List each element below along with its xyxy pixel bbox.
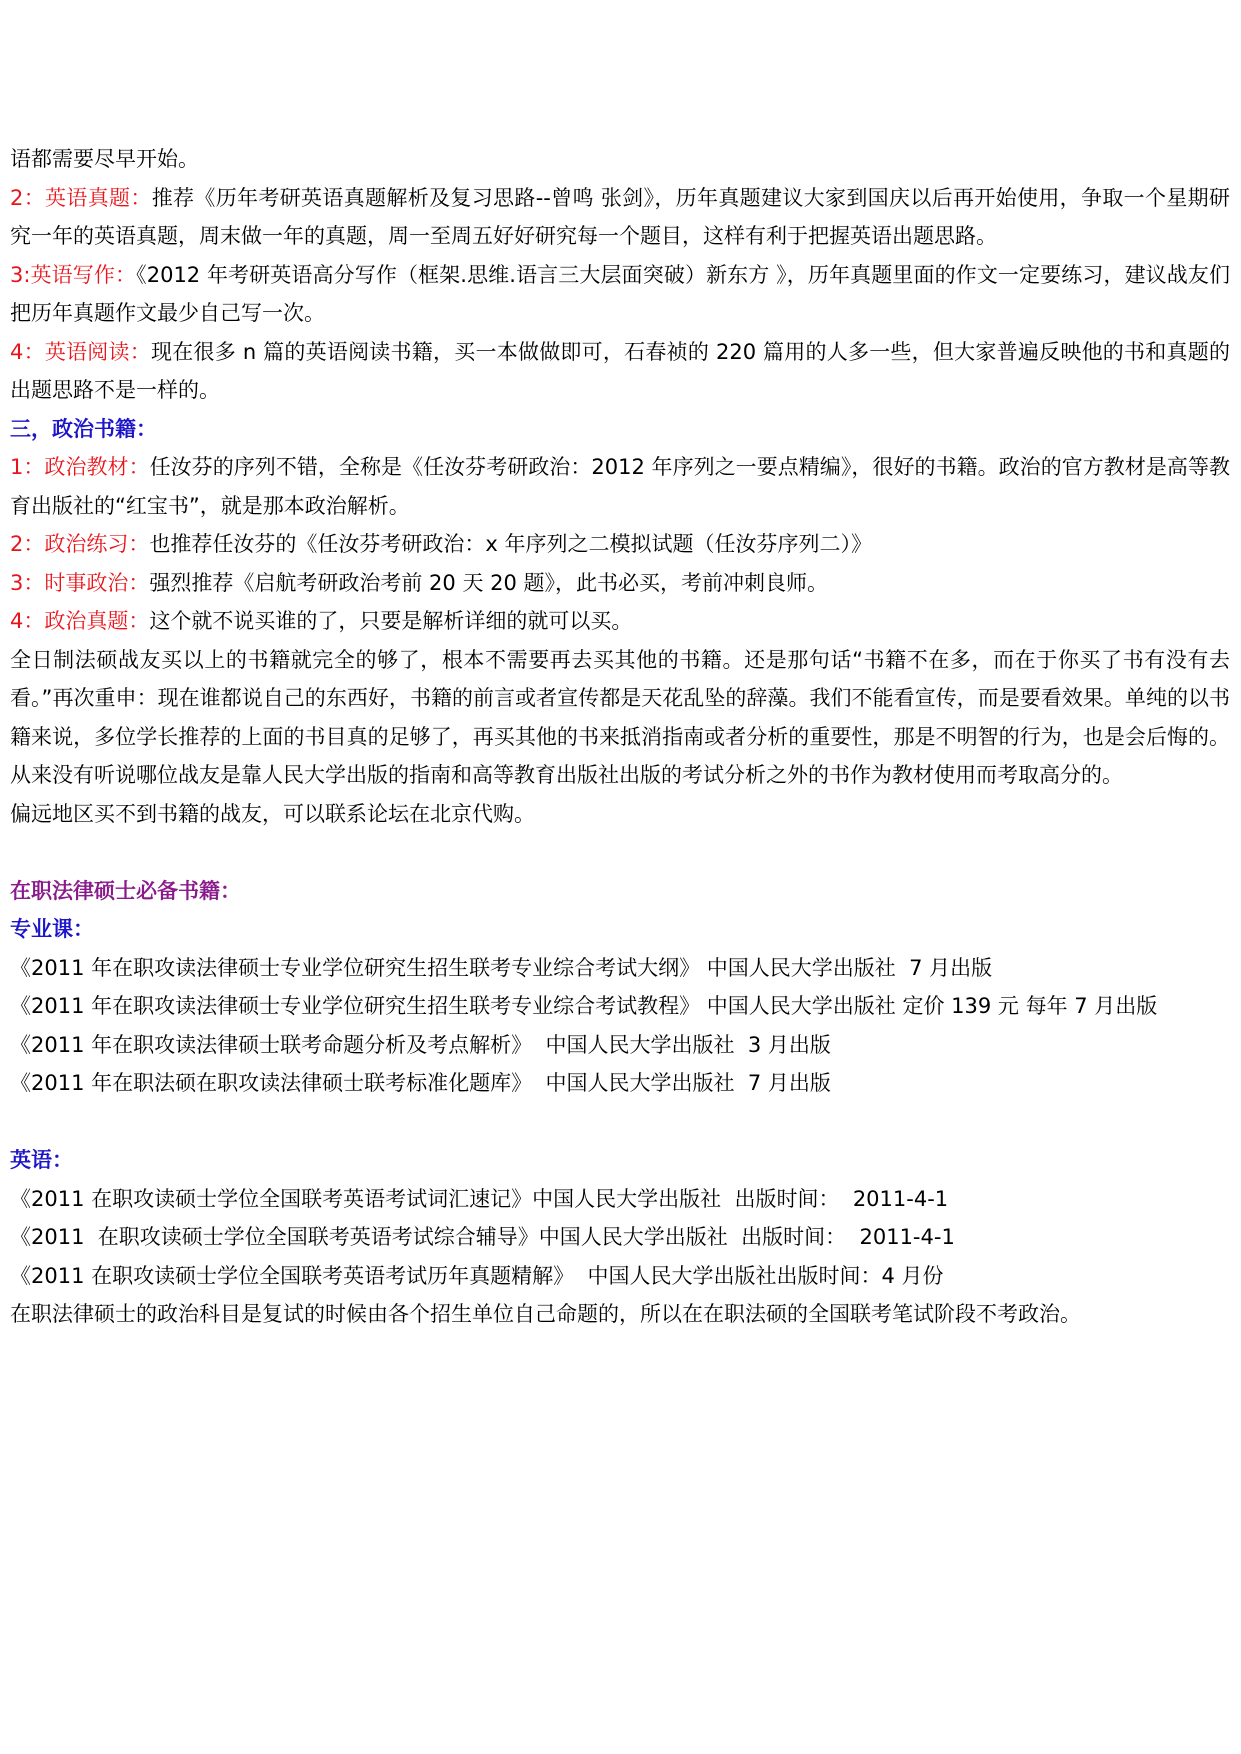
politics-item-past-exams bbox=[10, 602, 1230, 641]
politics-item-label: 1：政治教材： bbox=[10, 455, 150, 479]
politics-item-label: 4：政治真题： bbox=[10, 609, 150, 633]
english-item-text: 现在很多 n 篇的英语阅读书籍，买一本做做即可，石春祯的 220 篇用的人多一些，但大家普遍反映他的书和真题的出题思路不是一样的。 bbox=[10, 339, 1230, 402]
politics-item-label: 2：政治练习： bbox=[10, 532, 150, 556]
english-item-label: 2：英语真题： bbox=[10, 185, 152, 210]
politics-item-text: 也推荐任汝芬的《任汝芬考研政治：x 年序列之二模拟试题（任汝芬序列二）》 bbox=[149, 532, 872, 556]
major-book-item: 《2011 年在职法硕在职攻读法律硕士联考标准化题库》 中国人民大学出版社 7 月出版 bbox=[10, 1071, 831, 1095]
politics-item-practice bbox=[10, 525, 1230, 564]
major-book-item: 《2011 年在职攻读法律硕士联考命题分析及考点解析》 中国人民大学出版社 3 月出版 bbox=[10, 1032, 831, 1057]
english-book-item: 《2011 在职攻读硕士学位全国联考英语考试历年真题精解》 中国人民大学出版社出版时间：4 月份 bbox=[10, 1263, 944, 1288]
english-book-item: 《2011 在职攻读硕士学位全国联考英语考试综合辅导》中国人民大学出版社 出版时间： 2011-4-1 bbox=[10, 1225, 955, 1249]
inservice-heading: 在职法律硕士必备书籍： bbox=[10, 878, 241, 903]
closing-paragraph: 在职法律硕士的政治科目是复试的时候由各个招生单位自己命题的，所以在在职法硕的全国联考笔试阶段不考政治。 bbox=[10, 1302, 1081, 1326]
politics-item-text: 强烈推荐《启航考研政治考前 20 天 20 题》，此书必买，考前冲刺良师。 bbox=[149, 570, 829, 595]
politics-heading: 三，政治书籍： bbox=[10, 416, 157, 441]
english-item-reading bbox=[10, 333, 1230, 410]
politics-item-textbook bbox=[10, 448, 1230, 525]
intro-tail: 语都需要尽早开始。 bbox=[10, 147, 199, 171]
major-book-item: 《2011 年在职攻读法律硕士专业学位研究生招生联考专业综合考试大纲》 中国人民大学出版社 7 月出版 bbox=[10, 955, 993, 980]
english-item-text: 推荐《历年考研英语真题解析及复习思路--曾鸣 张剑》，历年真题建议大家到国庆以后再开始使用，争取一个星期研究一年的英语真题，周末做一年的真题，周一至周五好好研究每一个题目，这样有利于把握英语出题思路。 bbox=[10, 185, 1230, 248]
english-item-label: 4：英语阅读： bbox=[10, 339, 152, 364]
english-book-item: 《2011 在职攻读硕士学位全国联考英语考试词汇速记》中国人民大学出版社 出版时间： 2011-4-1 bbox=[10, 1186, 949, 1211]
summary-paragraph: 全日制法硕战友买以上的书籍就完全的够了，根本不需要再去买其他的书籍。还是那句话“书籍不在多，而在于你买了书有没有去看。”再次重申：现在谁都说自己的东西好，书籍的前言或者宣传都是天花乱坠的辞藻。我们不能看宣传，而是要看效果。单纯的以书籍来说，多位学长推荐的上面的书目真的足够了，再买其他的书来抵消指南或者分析的重要性，那是不明智的行为，也是会后悔的。从来没有听说哪位战友是靠人民大学出版的指南和高等教育出版社出版的考试分析之外的书作为教材使用而考取高分的。 bbox=[10, 647, 1230, 787]
english-item-writing bbox=[10, 256, 1230, 333]
english-books-heading: 英语： bbox=[10, 1148, 73, 1172]
spacer bbox=[10, 833, 1230, 872]
politics-item-text: 任汝芬的序列不错，全称是《任汝芬考研政治：2012 年序列之一要点精编》，很好的书籍。政治的官方教材是高等教育出版社的“红宝书”，就是那本政治解析。 bbox=[10, 455, 1230, 518]
english-item-label: 3:英语写作： bbox=[10, 262, 137, 287]
politics-item-text: 这个就不说买谁的了，只要是解析详细的就可以买。 bbox=[149, 609, 633, 633]
major-heading: 专业课： bbox=[10, 917, 94, 941]
remote-note: 偏远地区买不到书籍的战友，可以联系论坛在北京代购。 bbox=[10, 801, 535, 826]
spacer bbox=[10, 1103, 1230, 1142]
politics-item-label: 3：时事政治： bbox=[10, 570, 150, 595]
major-book-item: 《2011 年在职攻读法律硕士专业学位研究生招生联考专业综合考试教程》 中国人民大学出版社 定价 139 元 每年 7 月出版 bbox=[10, 994, 1158, 1018]
politics-item-current-affairs bbox=[10, 564, 1230, 603]
english-item-text: 《2012 年考研英语高分写作（框架.思维.语言三大层面突破）新东方 》，历年真题里面的作文一定要练习，建议战友们把历年真题作文最少自己写一次。 bbox=[10, 262, 1231, 325]
english-item-truth bbox=[10, 179, 1230, 256]
document-page bbox=[10, 140, 1230, 1334]
